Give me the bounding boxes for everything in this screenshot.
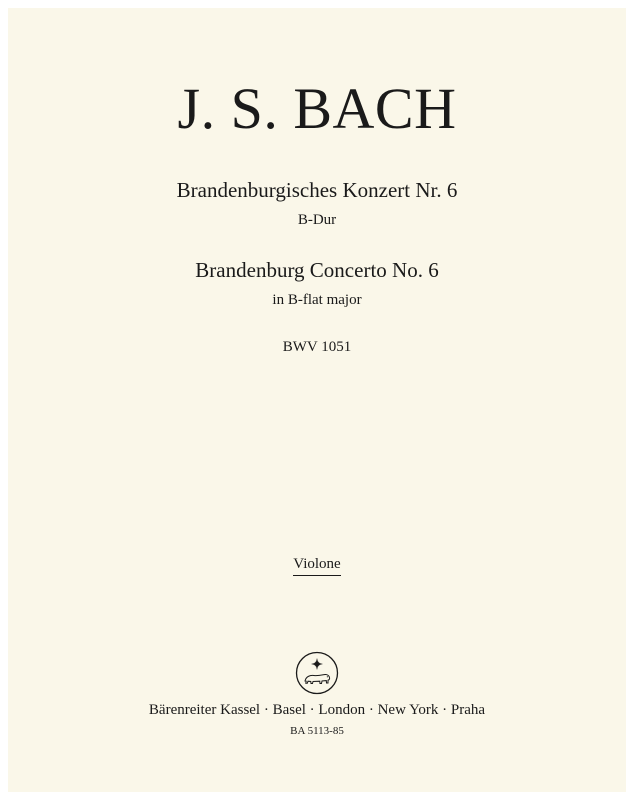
key-german: B-Dur [297,212,337,228]
title-german: Brandenburgisches Konzert Nr. 6 [176,178,458,202]
score-cover-page [8,8,626,792]
publisher-line: Bärenreiter Kassel · Basel · London · New York · Praha [148,702,486,718]
bear-star-emblem-icon [295,651,339,695]
edition-number: BA 5113-85 [290,725,344,737]
instrument-label: Violone [293,556,340,576]
instrument-part [8,556,626,576]
key-english: in B-flat major [272,292,362,308]
bwv-catalog-number: BWV 1051 [282,339,352,355]
composer-name: J. S. BACH [177,76,457,141]
title-english: Brandenburg Concerto No. 6 [195,258,439,282]
